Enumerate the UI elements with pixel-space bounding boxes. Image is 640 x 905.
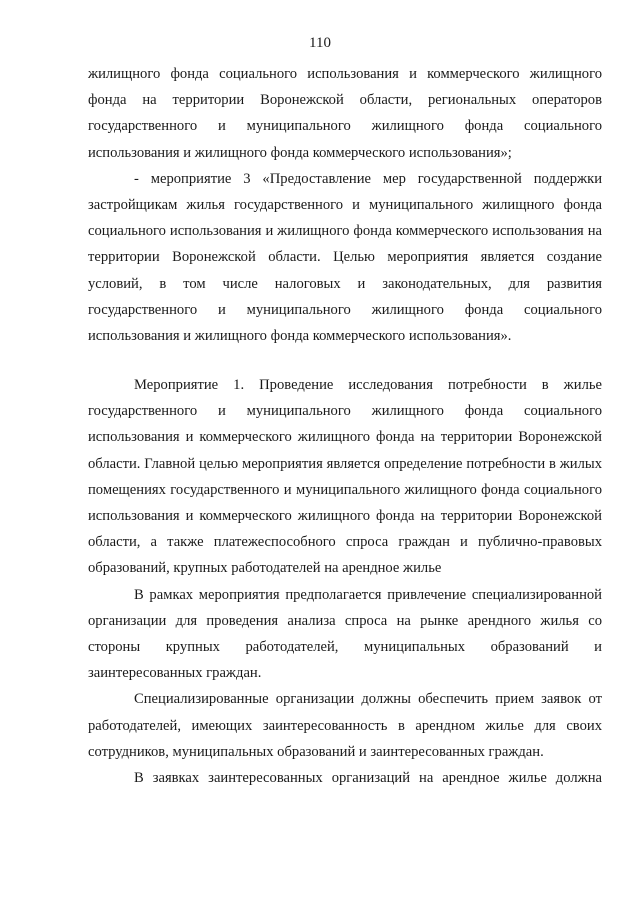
page-number: 110 — [309, 35, 331, 51]
paragraph-specialized-organization: В рамках мероприятия предполагается привлечение специализированной организации для проведения анализа спроса на рынке арендного жилья со стороны крупных работодателей, муниципальных образований и заинтересованных граждан. — [88, 586, 602, 682]
text-block-top — [88, 61, 602, 349]
paragraph-measure-3: - мероприятие 3 «Предоставление мер государственной поддержки застройщикам жилья государственного и муниципального жилищного фонда социального использования и жилищного фонда коммерческого использования на территории Воронежской области. Целью мероприятия является создание условий, в том числе налоговых и законодательных, для развития государственного и муниципального жилищного фонда социального использования и жилищного фонда коммерческого использования». — [88, 170, 602, 345]
text-block-main — [88, 372, 602, 791]
paragraph-continuation: жилищного фонда социального использования и коммерческого жилищного фонда на территории Воронежской области, региональных операторов государственного и муниципального жилищного фонда социального использования и жилищного фонда коммерческого использования»; — [88, 66, 602, 161]
paragraph-applications: В заявках заинтересованных организаций на арендное жилье должна — [134, 770, 602, 787]
paragraph-application-intake: Специализированные организации должны обеспечить прием заявок от работодателей, имеющих заинтересованность в арендном жилье для своих сотрудников, муниципальных образований и заинтересованных граждан. — [88, 691, 602, 760]
paragraph-measure-1: Мероприятие 1. Проведение исследования потребности в жилье государственного и муниципального жилищного фонда социального использования и коммерческого жилищного фонда на территории Воронежской области. Главной целью мероприятия является определение потребности в жилых помещениях государственного и муниципального жилищного фонда социального использования и коммерческого жилищного фонда на территории Воронежской области, а также платежеспособного спроса граждан и публично-правовых образований, крупных работодателей на арендное жилье — [88, 377, 602, 577]
